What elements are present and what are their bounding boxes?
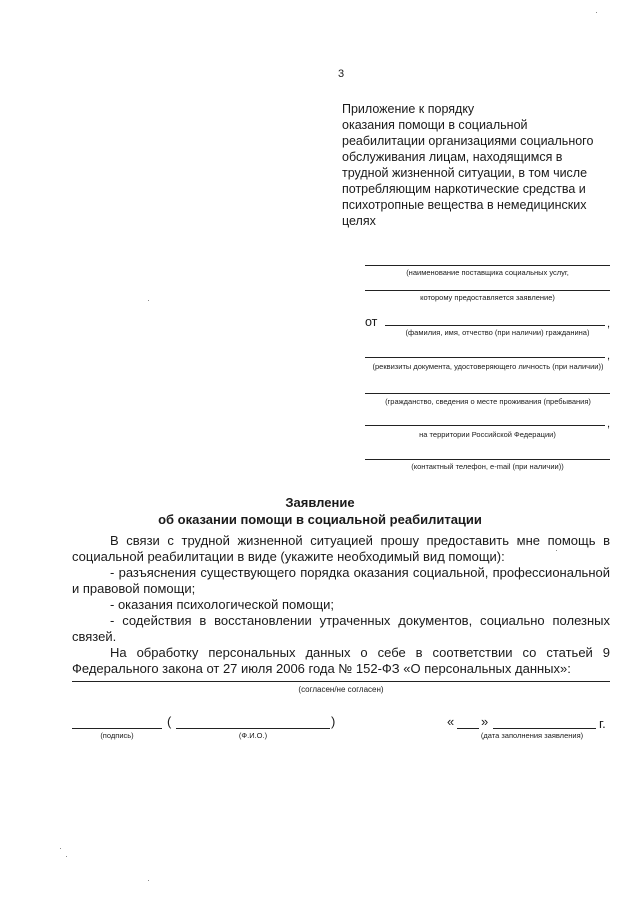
contacts-caption: (контактный телефон, e-mail (при наличии)) — [411, 462, 564, 471]
document-title: Заявление — [285, 495, 355, 510]
appendix-line: трудной жизненной ситуации, в том числе — [342, 166, 588, 180]
help-option-2: - оказания психологической помощи; — [110, 597, 335, 612]
signature-fio-field[interactable] — [176, 728, 330, 729]
signature-caption: (подпись) — [100, 731, 134, 740]
provider-field[interactable] — [365, 265, 610, 266]
consent-paragraph: На обработку персональных данных о себе в соответствии со статьей 9 Федерального закона от 27 июля 2006 года № 152-ФЗ «О персональных данных»: — [72, 645, 610, 676]
scan-speck — [148, 300, 149, 301]
help-option-1: - разъяснения существующего порядка оказания социальной, профессиональной и правовой помощи; — [72, 565, 610, 596]
territory-caption: на территории Российской Федерации) — [419, 430, 556, 439]
scan-speck — [596, 12, 597, 13]
recipient-field[interactable] — [365, 290, 610, 291]
recipient-caption: которому предоставляется заявление) — [420, 293, 555, 302]
comma: , — [607, 318, 611, 330]
open-paren: ( — [167, 714, 172, 729]
appendix-line: Приложение к порядку — [342, 102, 475, 116]
consent-field[interactable] — [72, 681, 610, 682]
appendix-line: оказания помощи в социальной — [342, 118, 528, 132]
scan-speck — [556, 550, 557, 551]
contacts-field[interactable] — [365, 459, 610, 460]
document-subtitle: об оказании помощи в социальной реабилитации — [158, 512, 482, 527]
appendix-line: обслуживания лицам, находящимся в — [342, 150, 563, 164]
date-open-quote: « — [447, 714, 455, 729]
scan-speck — [66, 856, 67, 857]
scan-speck — [148, 880, 149, 881]
scan-speck — [60, 848, 61, 849]
consent-caption: (согласен/не согласен) — [298, 685, 384, 694]
from-label: от — [365, 315, 378, 329]
date-caption: (дата заполнения заявления) — [480, 731, 584, 740]
fio-field[interactable] — [385, 325, 605, 326]
document-caption: (реквизиты документа, удостоверяющего личность (при наличии)) — [372, 362, 604, 371]
appendix-line: целях — [342, 214, 376, 228]
appendix-line: реабилитации организациями социального — [342, 134, 594, 148]
page-number: 3 — [338, 68, 345, 80]
intro-paragraph: В связи с трудной жизненной ситуацией прошу предоставить мне помощь в социальной реабилитации в виде (укажите необходимый вид помощи): — [72, 533, 610, 564]
year-suffix: г. — [599, 716, 606, 731]
territory-field[interactable] — [365, 425, 605, 426]
date-close-quote: » — [481, 714, 489, 729]
citizenship-field[interactable] — [365, 393, 610, 394]
signature-field[interactable] — [72, 728, 162, 729]
comma: , — [607, 350, 611, 362]
signature-fio-caption: (Ф.И.О.) — [238, 731, 268, 740]
appendix-line: психотропные вещества в немедицинских — [342, 198, 587, 212]
citizenship-caption: (гражданство, сведения о месте проживания (пребывания) — [385, 397, 591, 406]
date-month-year-field[interactable] — [493, 728, 596, 729]
appendix-block — [342, 101, 612, 229]
appendix-line: потребляющим наркотические средства и — [342, 182, 586, 196]
date-day-field[interactable] — [457, 728, 479, 729]
document-field[interactable] — [365, 357, 605, 358]
help-option-3: - содействия в восстановлении утраченных документов, социально полезных связей. — [72, 613, 610, 644]
comma: , — [607, 418, 611, 430]
provider-caption: (наименование поставщика социальных услуг, — [406, 268, 569, 277]
close-paren: ) — [331, 714, 336, 729]
fio-caption: (фамилия, имя, отчество (при наличии) гражданина) — [405, 328, 590, 337]
